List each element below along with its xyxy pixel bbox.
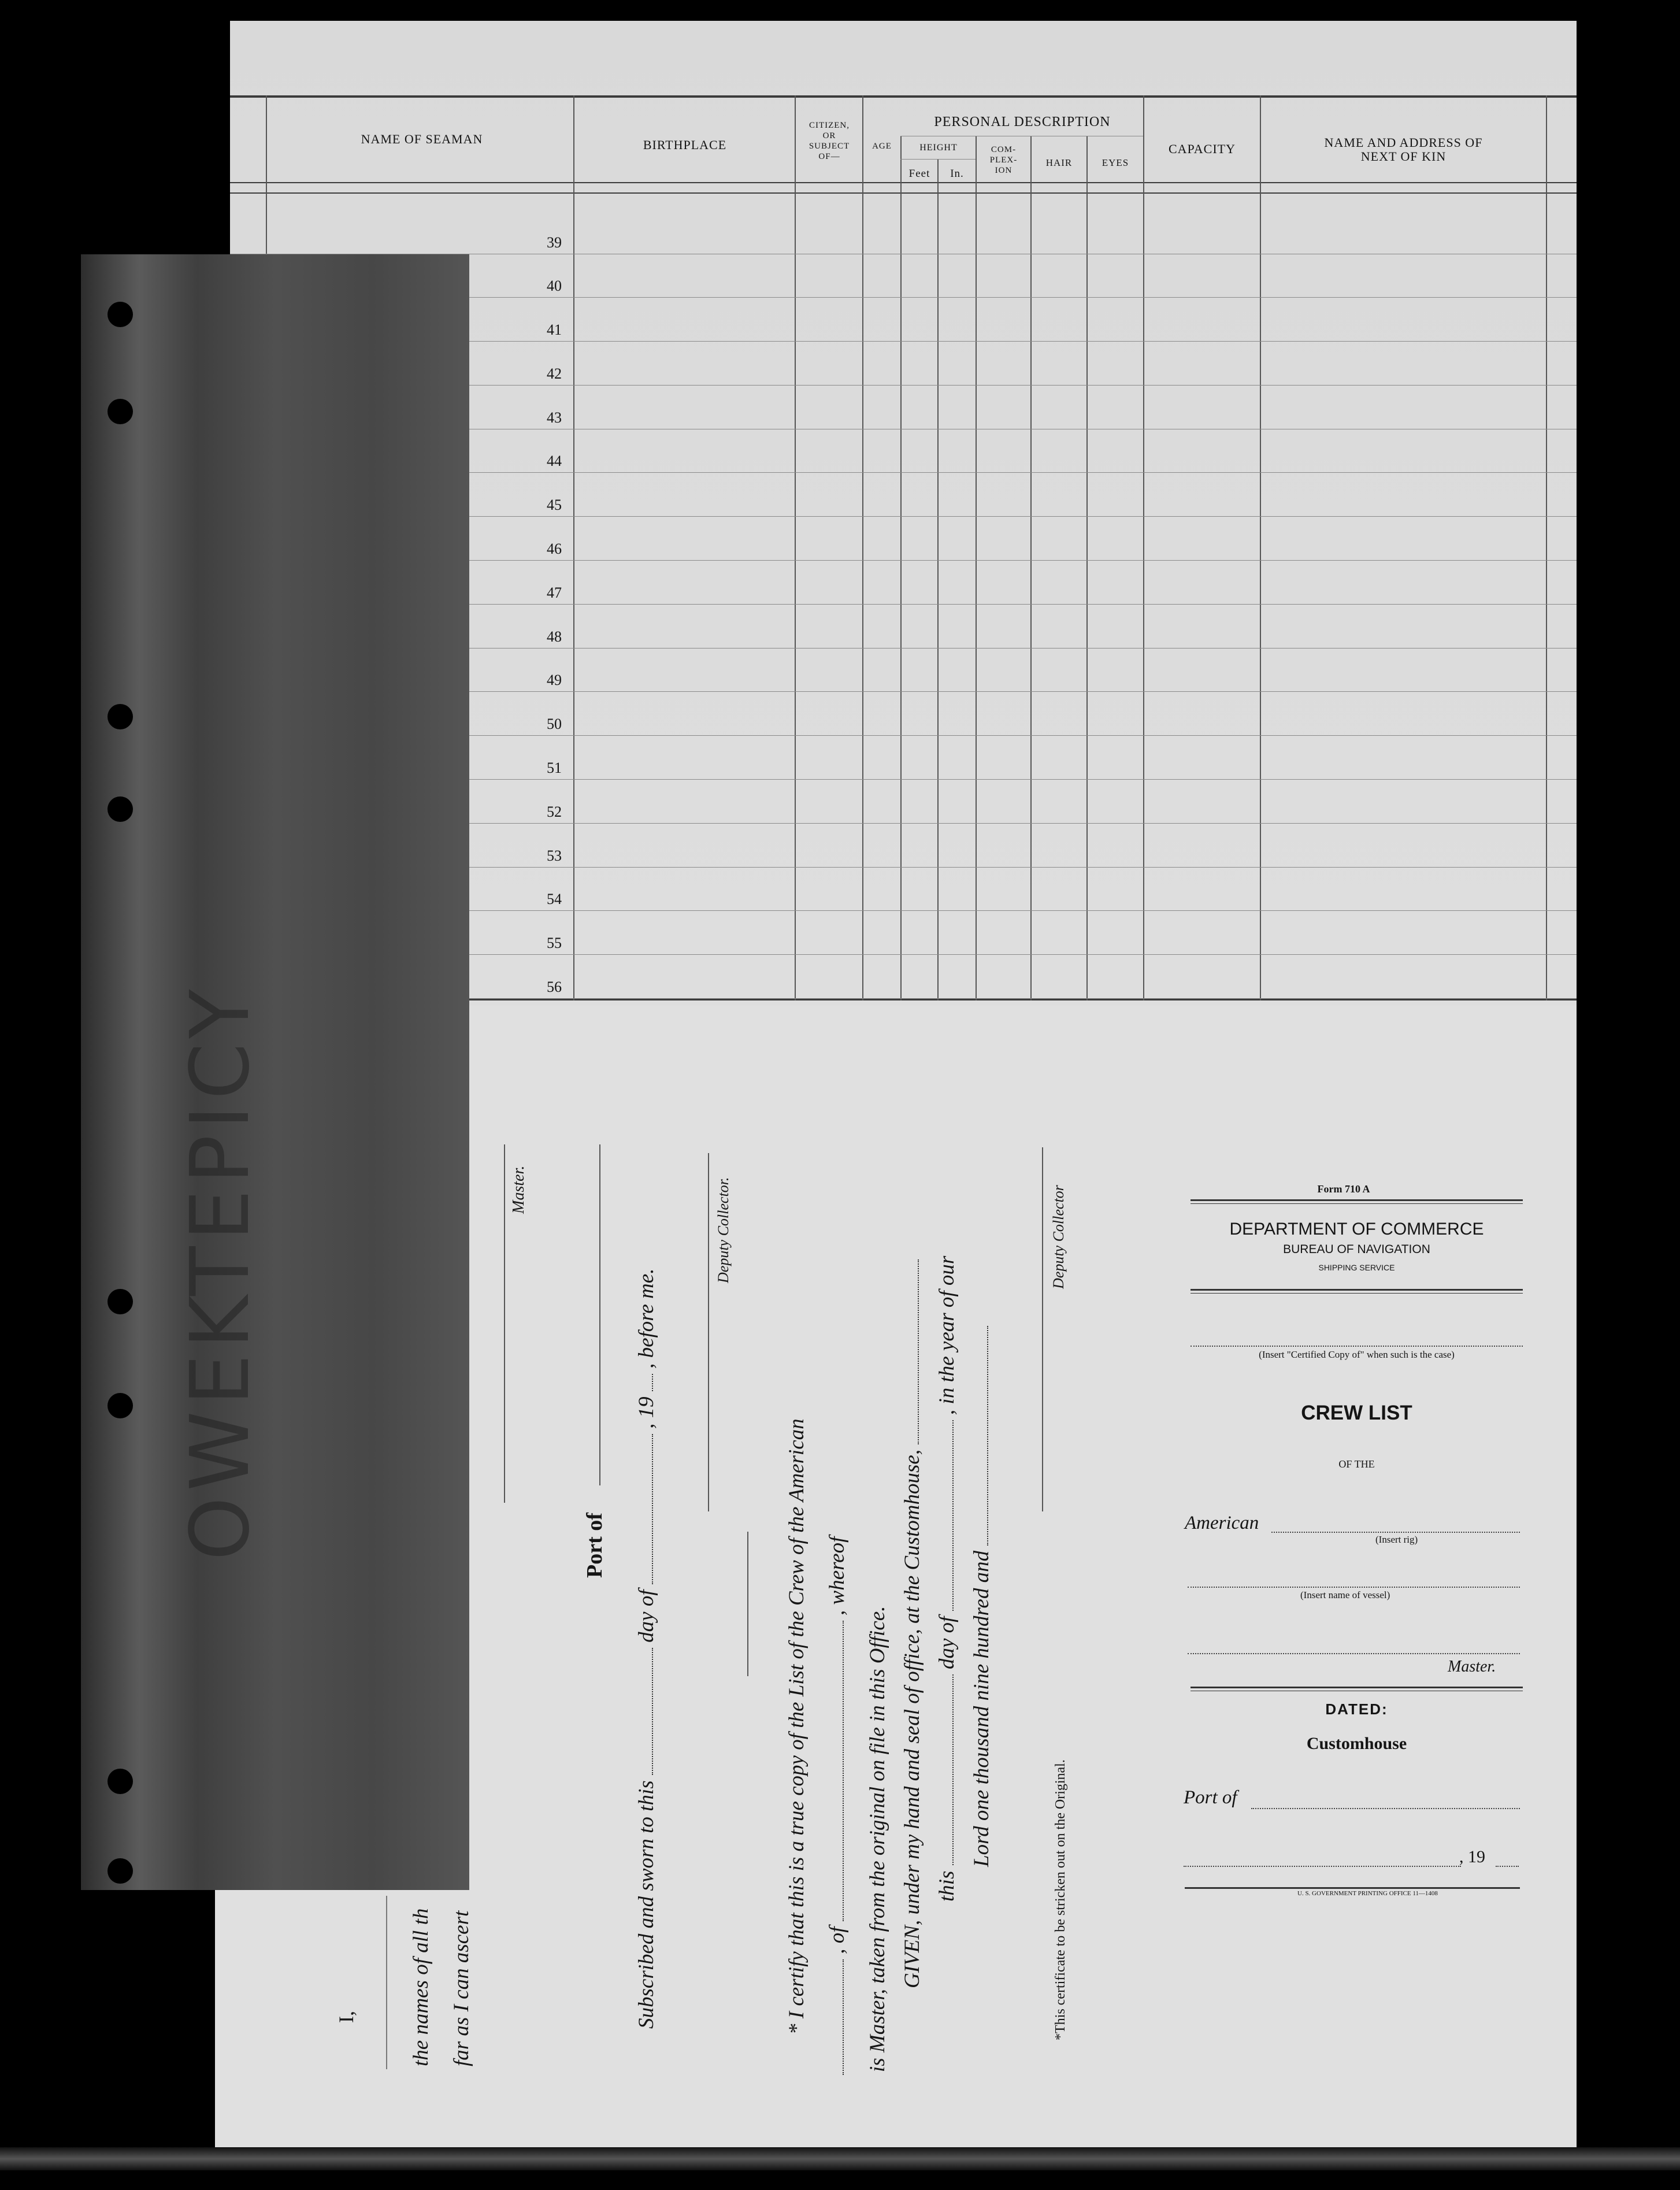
header-capacity: CAPACITY <box>1169 142 1236 156</box>
row-number: 55 <box>547 935 562 951</box>
col-line <box>1030 136 1032 1000</box>
form-number: Form 710 A <box>1317 1183 1370 1195</box>
row-number: 51 <box>547 759 562 776</box>
certified-copy-blank <box>1191 1346 1523 1347</box>
row-number: 46 <box>547 540 562 557</box>
header-age: AGE <box>872 142 892 151</box>
col-line <box>795 95 796 1000</box>
row-number: 40 <box>547 277 562 294</box>
year-blank-cover <box>1496 1866 1519 1867</box>
customhouse-label: Customhouse <box>1306 1734 1407 1753</box>
certificate-line-2 <box>825 1537 850 2075</box>
whereof-text: , whereof <box>825 1536 849 1615</box>
rig-blank <box>1271 1532 1520 1533</box>
of-text: , of <box>825 1926 849 1954</box>
oath-blank-line <box>386 1896 387 2069</box>
cover-rule-3 <box>1191 1687 1523 1688</box>
oath-port-of: Port of <box>583 1513 607 1578</box>
punch-hole <box>107 796 133 822</box>
insert-certified-note: (Insert "Certified Copy of" when such is the case) <box>1259 1349 1455 1360</box>
day-blank <box>651 1648 653 1775</box>
vessel-blank <box>842 1959 844 2075</box>
given-text: GIVEN, under my hand and seal of office, at the Customhouse, <box>900 1449 924 1988</box>
header-feet: Feet <box>908 168 930 180</box>
day-of-text-2: day of <box>935 1616 959 1670</box>
oath-subscribed <box>634 1269 659 2029</box>
crew-list-title: CREW LIST <box>1301 1402 1412 1424</box>
port-blank-cover <box>1251 1808 1520 1809</box>
certificate-footnote: *This certificate to be stricken out on the Original. <box>1053 1759 1068 2040</box>
scanner-edge <box>0 2147 1680 2170</box>
stub-handwriting: OWEKTEPICY <box>173 983 268 1561</box>
month-blank-2 <box>952 1420 954 1611</box>
header-height: HEIGHT <box>919 143 958 153</box>
header-birthplace: BIRTHPLACE <box>643 138 727 152</box>
header-hair: HAIR <box>1045 157 1073 168</box>
port-blank <box>842 1621 844 1921</box>
header-inches: In. <box>950 168 964 180</box>
lord-text: Lord one thousand nine hundred and <box>970 1550 993 1867</box>
row-number: 50 <box>547 716 562 732</box>
header-eyes: EYES <box>1102 157 1129 168</box>
day-of-text: day of <box>635 1589 658 1643</box>
punch-hole <box>107 1858 133 1884</box>
punch-hole <box>107 1289 133 1314</box>
col-line <box>1260 95 1261 1000</box>
col-line <box>1143 95 1144 1000</box>
cover-master-label: Master. <box>1448 1658 1496 1676</box>
deputy-signature-line <box>708 1153 709 1511</box>
certificate-line-6 <box>969 1326 994 1867</box>
col-line <box>862 95 863 1000</box>
col-line <box>1546 95 1547 1000</box>
row-number: 44 <box>547 453 562 469</box>
insert-vessel-note: (Insert name of vessel) <box>1300 1589 1390 1600</box>
certificate-deputy-collector: Deputy Collector <box>1050 1185 1067 1289</box>
table-top-rule <box>230 95 1577 98</box>
row-number: 53 <box>547 847 562 864</box>
cover-port-of: Port of <box>1184 1787 1237 1808</box>
before-me-text: , before me. <box>635 1268 658 1369</box>
year-of-our-text: , in the year of our <box>935 1255 959 1415</box>
american-label: American <box>1185 1513 1259 1533</box>
oath-line-i: I, <box>335 2011 358 2023</box>
binding-stub <box>81 254 469 1890</box>
year-blank-2 <box>987 1326 988 1546</box>
date-blank-cover <box>1184 1866 1461 1867</box>
dated-label: DATED: <box>1325 1700 1388 1718</box>
header-name-of-seaman: NAME OF SEAMAN <box>361 132 483 146</box>
row-number: 52 <box>547 803 562 820</box>
master-blank <box>1188 1653 1520 1654</box>
row-number: 42 <box>547 365 562 382</box>
printer-imprint: U. S. GOVERNMENT PRINTING OFFICE 11—1408 <box>1297 1890 1438 1897</box>
punch-hole <box>107 1393 133 1418</box>
header-bottom-rule <box>230 182 1577 183</box>
month-blank <box>651 1434 653 1584</box>
subscribed-text: Subscribed and sworn to this <box>635 1780 658 2029</box>
certificate-line-1: * I certify that this is a true copy of the List of the Crew of the American <box>785 1418 809 2035</box>
header-complexion: COM- PLEX- ION <box>989 145 1018 175</box>
master-signature-line <box>504 1144 505 1503</box>
col-line <box>976 136 977 1000</box>
cover-rule-bottom <box>1185 1887 1520 1889</box>
header-next-of-kin: NAME AND ADDRESS OF NEXT OF KIN <box>1324 135 1483 164</box>
cover-rule-2b <box>1191 1293 1523 1294</box>
cover-rule-top-2 <box>1191 1203 1523 1204</box>
this-text: this <box>935 1870 959 1902</box>
col-line <box>573 95 574 1000</box>
row-number: 43 <box>547 409 562 426</box>
department-title: DEPARTMENT OF COMMERCE <box>1229 1220 1484 1239</box>
col-line <box>937 159 939 1000</box>
punch-hole <box>107 302 133 327</box>
row-number: 45 <box>547 496 562 513</box>
row-number: 39 <box>547 234 562 251</box>
day-blank-2 <box>952 1674 954 1865</box>
punch-hole <box>107 399 133 424</box>
customhouse-blank <box>917 1259 919 1444</box>
port-line <box>599 1144 600 1485</box>
oath-line-3: far as I can ascert <box>450 1910 473 2066</box>
header-personal-description: PERSONAL DESCRIPTION <box>934 114 1111 129</box>
oath-deputy-collector: Deputy Collector. <box>715 1177 732 1283</box>
height-rule <box>900 159 976 160</box>
bureau-title: BUREAU OF NAVIGATION <box>1283 1243 1430 1256</box>
of-the-label: OF THE <box>1338 1458 1375 1470</box>
header-bottom-rule-2 <box>230 192 1577 194</box>
cover-rule-2 <box>1191 1289 1523 1291</box>
punch-hole <box>107 704 133 729</box>
deputy-collector-line-2 <box>1042 1147 1043 1511</box>
certificate-line-5 <box>934 1256 959 1902</box>
service-title: SHIPPING SERVICE <box>1318 1263 1395 1272</box>
cover-rule-top <box>1191 1199 1523 1201</box>
col-line <box>1086 136 1088 1000</box>
punch-hole <box>107 1769 133 1794</box>
col-line <box>900 136 902 1000</box>
row-number: 54 <box>547 891 562 907</box>
oath-line-2: the names of all th <box>409 1908 433 2066</box>
vessel-name-blank <box>1188 1587 1520 1588</box>
year-text: , 19 <box>635 1396 658 1429</box>
row-number: 47 <box>547 584 562 601</box>
header-citizen: CITIZEN, OR SUBJECT OF— <box>809 121 850 161</box>
insert-rig-note: (Insert rig) <box>1375 1534 1418 1545</box>
row-number: 49 <box>547 672 562 688</box>
master-label: Master. <box>510 1165 528 1214</box>
seal-line <box>747 1532 748 1676</box>
certificate-line-3: is Master, taken from the original on file in this Office. <box>866 1606 889 2072</box>
row-number: 56 <box>547 979 562 995</box>
cover-year: , 19 <box>1459 1847 1485 1866</box>
year-blank <box>651 1374 653 1391</box>
certificate-line-4 <box>900 1259 925 1988</box>
row-number: 48 <box>547 628 562 645</box>
row-number: 41 <box>547 321 562 338</box>
